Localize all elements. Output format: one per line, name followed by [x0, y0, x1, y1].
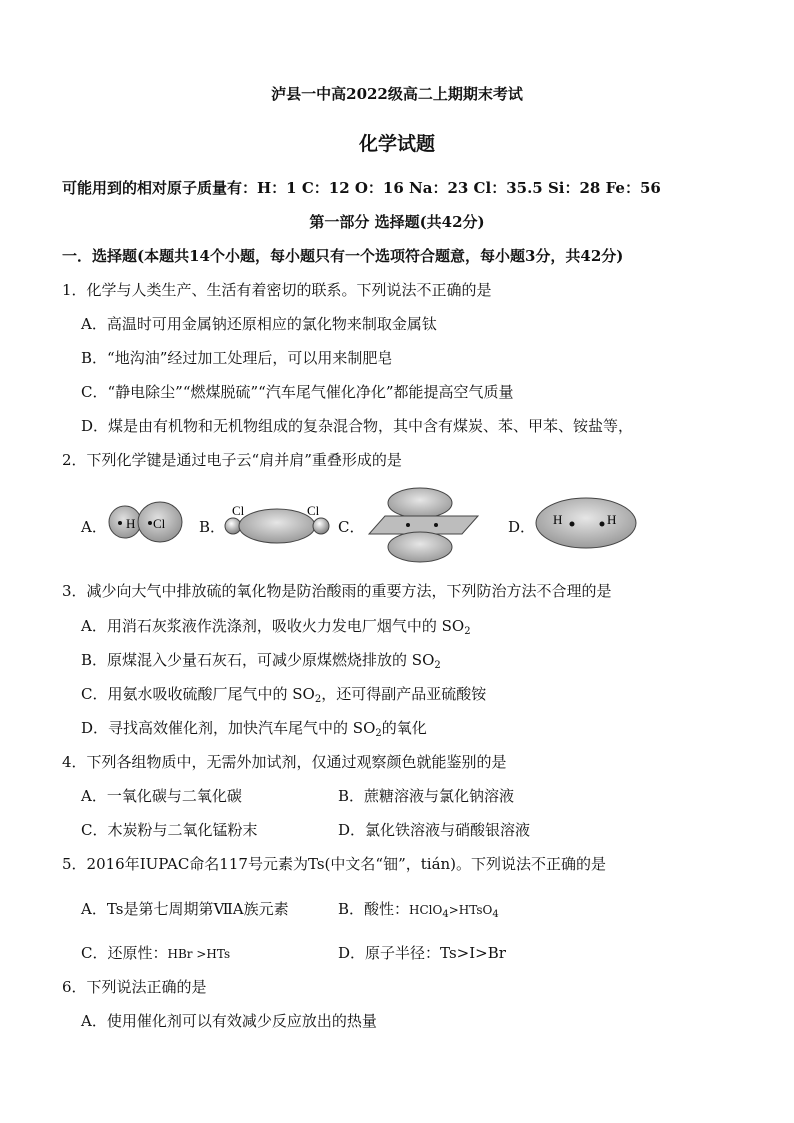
q2-option-a-label: A．: [81, 518, 107, 536]
figure-a-s-p-overlap: [109, 502, 182, 542]
q4-option-a: A．一氧化碳与二氧化碳: [81, 787, 242, 805]
q1-option-b: B．“地沟油”经过加工处理后，可以用来制肥皂: [81, 349, 393, 367]
school-title: 泸县一中高2022级高二上期期末考试: [271, 85, 523, 103]
q1-option-d: D．煤是由有机物和无机物组成的复杂混合物，其中含有煤炭、苯、甲苯、铵盐等，: [81, 417, 634, 435]
q1-option-c: C．“静电除尘”“燃煤脱硫”“汽车尾气催化净化”都能提高空气质量: [81, 383, 514, 401]
figure-c-pi-overlap: [369, 488, 478, 562]
q3-option-b: B．原煤混入少量石灰石，可减少原煤燃烧排放的 $SO_2$: [81, 651, 441, 671]
q5-option-b: B．酸性：HClO$_4$>HTsO$_4$: [338, 900, 499, 920]
fig-b-cl1-label: Cl: [232, 503, 245, 518]
q6-stem: 6．下列说法正确的是: [62, 978, 207, 996]
q4-option-d: D．氯化铁溶液与硝酸银溶液: [338, 821, 531, 839]
q5-option-a: A．Ts是第七周期第ⅦA族元素: [81, 900, 289, 918]
q2-option-b-label: B．: [199, 518, 226, 536]
figure-d-s-s-overlap: [536, 498, 636, 548]
q5-option-d: D．原子半径：Ts>I>Br: [338, 944, 506, 962]
fig-a-h-label: H: [126, 516, 136, 531]
subject-title: 化学试题: [358, 133, 435, 155]
section-title: 一．选择题(本题共14个小题，每小题只有一个选项符合题意，每小题3分，共42分): [62, 247, 624, 265]
fig-d-h1-label: H: [553, 512, 563, 527]
q5-stem: 5．2016年IUPAC命名117号元素为Ts(中文名“钿”，tián)。下列说法不正确的是: [62, 855, 607, 873]
q2-stem: 2．下列化学键是通过电子云“肩并肩”重叠形成的是: [62, 451, 402, 469]
q3-option-d: D．寻找高效催化剂，加快汽车尾气中的 $SO_2$的氧化: [81, 719, 427, 739]
fig-a-cl-label: Cl: [153, 516, 166, 531]
q1-stem: 1．化学与人类生产、生活有着密切的联系。下列说法不正确的是: [62, 281, 492, 299]
q4-option-b: B．蔗糖溶液与氯化钠溶液: [338, 787, 515, 805]
atomic-masses: 可能用到的相对原子质量有：H：1 C：12 O：16 Na：23 Cl：35.5 Si：28 Fe：56: [62, 179, 661, 197]
q2-option-d-label: D．: [508, 518, 536, 536]
q4-stem: 4．下列各组物质中，无需外加试剂，仅通过观察颜色就能鉴别的是: [62, 753, 507, 771]
figure-b-p-p-overlap: [225, 503, 329, 543]
fig-b-cl2-label: Cl: [307, 503, 320, 518]
fig-d-h2-label: H: [607, 512, 617, 527]
q2-option-c-label: C．: [338, 518, 365, 536]
q6-option-a: A．使用催化剂可以有效减少反应放出的热量: [81, 1012, 377, 1030]
part-title: 第一部分 选择题(共42分): [309, 213, 485, 231]
q3-option-a: A．用消石灰浆液作洗涤剂，吸收火力发电厂烟气中的 $SO_2$: [81, 617, 471, 637]
q3-option-c: C．用氨水吸收硫酸厂尾气中的 $SO_2$，还可得副产品亚硫酸铵: [81, 685, 487, 705]
q1-option-a: A．高温时可用金属钠还原相应的氯化物来制取金属钛: [81, 315, 437, 333]
q3-stem: 3．减少向大气中排放硫的氧化物是防治酸雨的重要方法，下列防治方法不合理的是: [62, 582, 612, 600]
q4-option-c: C．木炭粉与二氧化锰粉末: [81, 821, 258, 839]
q5-option-c: C．还原性：HBr >HTs: [81, 944, 231, 962]
